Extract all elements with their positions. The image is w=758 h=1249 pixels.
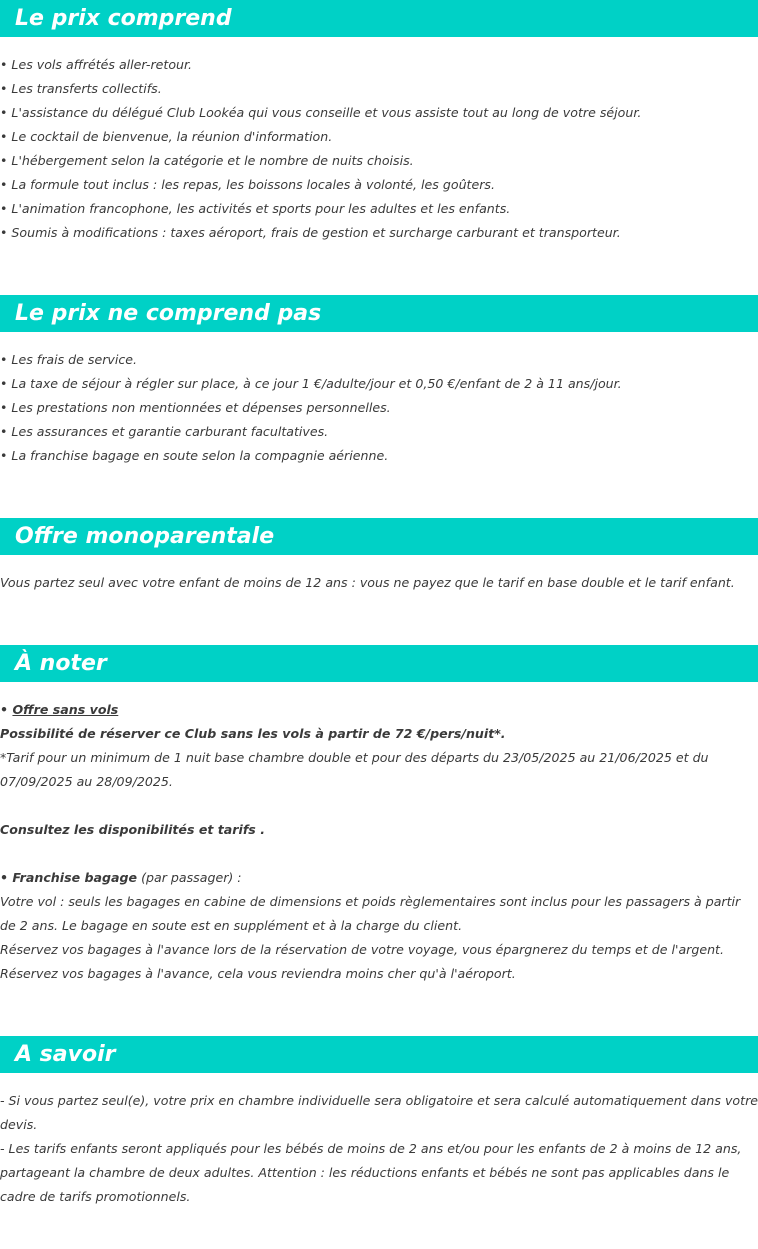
list-item: • L'hébergement selon la catégorie et le nombre de nuits choisis.	[0, 153, 414, 168]
paragraph: - Si vous partez seul(e), votre prix en chambre individuelle sera obligatoire et sera calculé automatiquement dans votre devis.	[0, 1093, 758, 1132]
spacer	[0, 794, 758, 818]
list-item: • Les frais de service.	[0, 352, 138, 367]
paragraph: - Les tarifs enfants seront appliqués pour les bébés de moins de 2 ans et/ou pour les enfants de 2 à moins de 12 ans, partageant la chambre de deux adultes. Attention : les réductions enfants et bébés ne sont pas applicables dans le cadre de tarifs promotionnels.	[0, 1141, 742, 1204]
spacer	[0, 842, 758, 866]
list-item: • Le cocktail de bienvenue, la réunion d'information.	[0, 129, 333, 144]
section-title-price-excludes: Le prix ne comprend pas	[0, 295, 758, 332]
list-item: • La formule tout inclus : les repas, les boissons locales à volonté, les goûters.	[0, 177, 495, 192]
offer-without-flights-link[interactable]: Offre sans vols	[12, 702, 119, 717]
offer-text: Possibilité de réserver ce Club sans les vols à partir de 72 €/pers/nuit*.	[0, 726, 506, 741]
list-item: • La taxe de séjour à régler sur place, à ce jour 1 €/adulte/jour et 0,50 €/enfant de 2 à 11 ans/jour.	[0, 376, 622, 391]
price-includes-list	[0, 53, 758, 245]
baggage-text: Réservez vos bagages à l'avance lors de la réservation de votre voyage, vous épargnerez du temps et de l'argent.	[0, 942, 724, 957]
to-note-content	[0, 698, 758, 986]
section-title-good-to-know: A savoir	[0, 1036, 758, 1073]
list-item: • L'animation francophone, les activités et sports pour les adultes et les enfants.	[0, 201, 511, 216]
price-excludes-list	[0, 348, 758, 468]
list-item: • La franchise bagage en soute selon la compagnie aérienne.	[0, 448, 389, 463]
offer-note: *Tarif pour un minimum de 1 nuit base chambre double et pour des départs du 23/05/2025 au 21/06/2025 et du 07/09/2025 au 28/09/2025.	[0, 750, 709, 789]
baggage-text: Votre vol : seuls les bagages en cabine de dimensions et poids règlementaires sont inclus pour les passagers à partir de 2 ans. Le bagage en soute est en supplément et à la charge du client.	[0, 894, 741, 933]
baggage-text: Réservez vos bagages à l'avance, cela vous reviendra moins cher qu'à l'aéroport.	[0, 966, 516, 981]
list-item: • Les transferts collectifs.	[0, 81, 162, 96]
baggage-qualifier: (par passager) :	[137, 870, 242, 885]
offer-line	[0, 698, 758, 722]
baggage-heading	[0, 866, 758, 890]
good-to-know-content	[0, 1089, 758, 1209]
section-title-price-includes: Le prix comprend	[0, 0, 758, 37]
paragraph: Vous partez seul avec votre enfant de moins de 12 ans : vous ne payez que le tarif en base double et le tarif enfant.	[0, 575, 735, 590]
list-item: • Les vols affrétés aller-retour.	[0, 57, 193, 72]
section-title-single-parent-offer: Offre monoparentale	[0, 518, 758, 555]
section-title-to-note: À noter	[0, 645, 758, 682]
single-parent-offer-text	[0, 571, 758, 595]
availability-link[interactable]: Consultez les disponibilités et tarifs .	[0, 822, 265, 837]
baggage-label: • Franchise bagage	[0, 870, 138, 885]
bullet: •	[0, 702, 13, 717]
list-item: • Les prestations non mentionnées et dépenses personnelles.	[0, 400, 391, 415]
list-item: • Les assurances et garantie carburant facultatives.	[0, 424, 329, 439]
list-item: • Soumis à modifications : taxes aéroport, frais de gestion et surcharge carburant et transporteur.	[0, 225, 621, 240]
list-item: • L'assistance du délégué Club Lookéa qui vous conseille et vous assiste tout au long de votre séjour.	[0, 105, 642, 120]
